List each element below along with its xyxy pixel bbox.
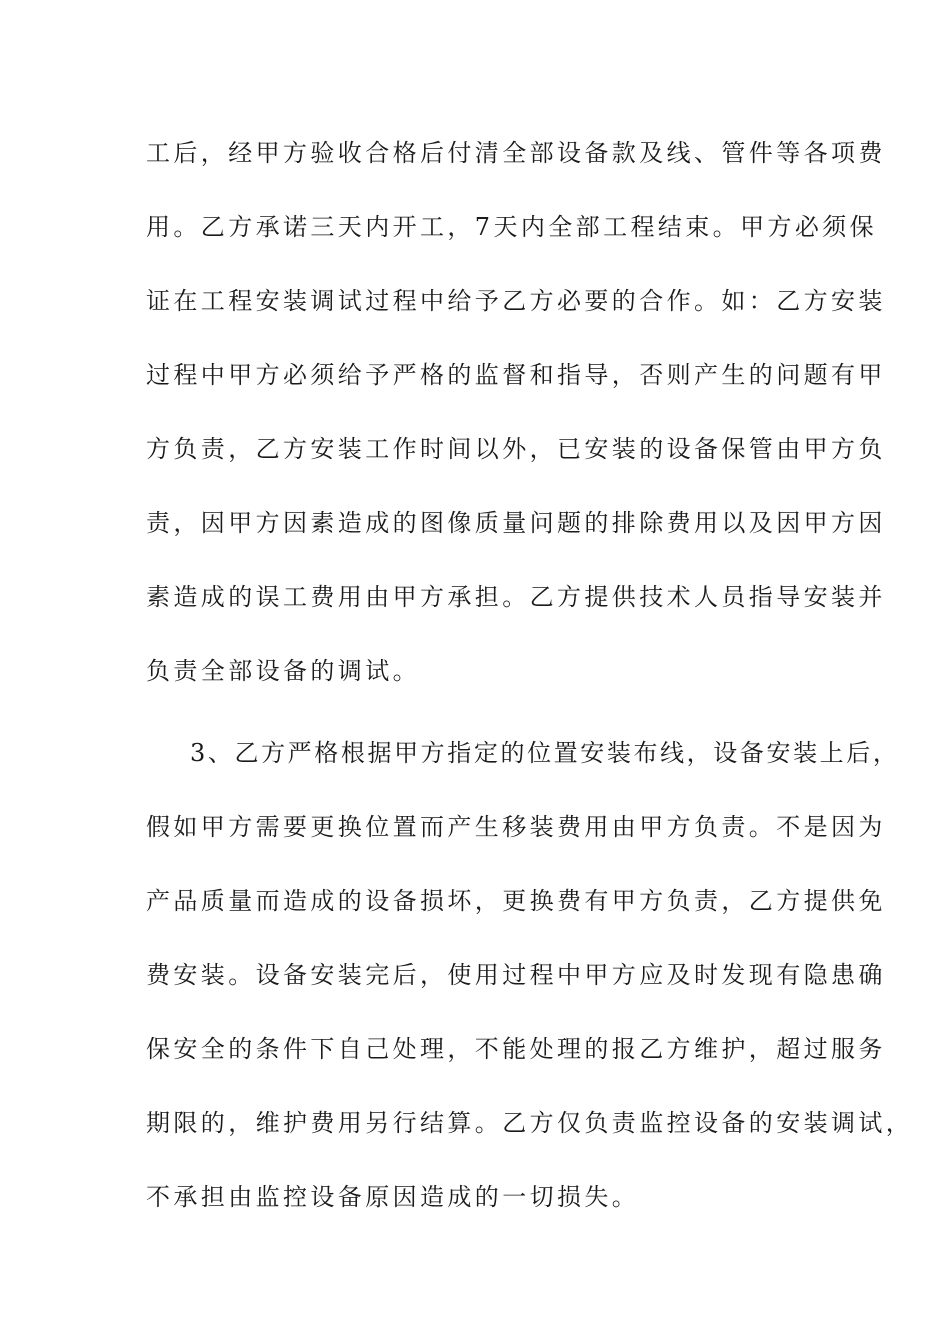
text-line: 产品质量而造成的设备损坏，更换费有甲方负责，乙方提供免 bbox=[146, 887, 886, 915]
text-line: 期限的，维护费用另行结算。乙方仅负责监控设备的安装调试， bbox=[146, 1109, 914, 1137]
text-line: 用。乙方承诺三天内开工，7天内全部工程结束。甲方必须保 bbox=[146, 213, 878, 241]
text-line: 证在工程安装调试过程中给予乙方必要的合作。如：乙方安装 bbox=[146, 287, 886, 315]
text-line: 过程中甲方必须给予严格的监督和指导，否则产生的问题有甲 bbox=[146, 361, 886, 389]
text-line: 方负责，乙方安装工作时间以外，已安装的设备保管由甲方负 bbox=[146, 435, 886, 463]
text-line: 工后，经甲方验收合格后付清全部设备款及线、管件等各项费 bbox=[146, 139, 886, 167]
text-line: 负责全部设备的调试。 bbox=[146, 657, 420, 685]
text-line: 素造成的误工费用由甲方承担。乙方提供技术人员指导安装并 bbox=[146, 583, 886, 611]
text-line: 责，因甲方因素造成的图像质量问题的排除费用以及因甲方因 bbox=[146, 509, 886, 537]
paragraph-3-first-line: 3、乙方严格根据甲方指定的位置安装布线，设备安装上后， bbox=[190, 739, 900, 767]
text-line: 假如甲方需要更换位置而产生移装费用由甲方负责。不是因为 bbox=[146, 813, 886, 841]
text-line: 保安全的条件下自己处理，不能处理的报乙方维护，超过服务 bbox=[146, 1035, 886, 1063]
text-line: 不承担由监控设备原因造成的一切损失。 bbox=[146, 1183, 640, 1211]
text-line: 费安装。设备安装完后，使用过程中甲方应及时发现有隐患确 bbox=[146, 961, 886, 989]
